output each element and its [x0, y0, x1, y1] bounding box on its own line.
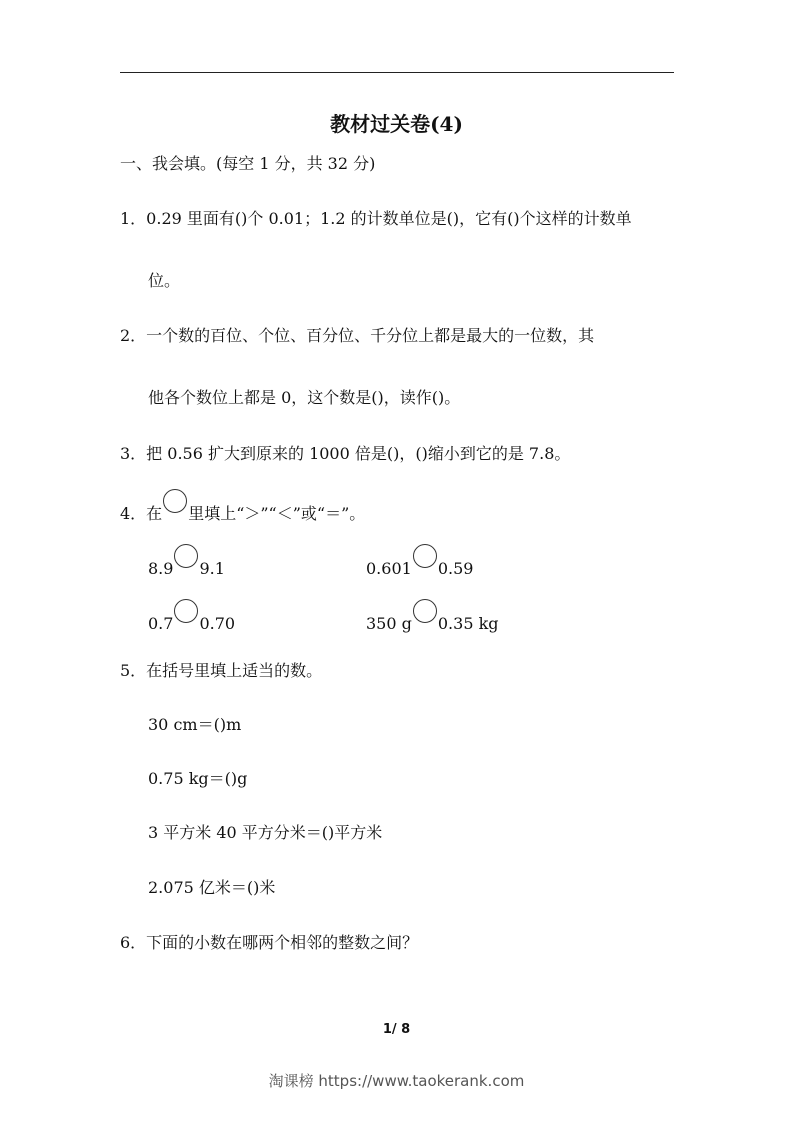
compare-left: 0.601 — [366, 559, 412, 578]
compare-right: 0.35 kg — [437, 614, 499, 633]
answer-circle-icon[interactable] — [413, 599, 437, 623]
question-1-line-1: 1．0.29 里面有()个 0.01；1.2 的计数单位是()，它有()个这样的计数单 — [120, 209, 632, 228]
question-5-line-1: 5．在括号里填上适当的数。 — [120, 661, 323, 680]
page-title: 教材过关卷(4) — [330, 112, 463, 136]
compare-right: 0.70 — [199, 614, 236, 633]
conversion-item: 0.75 kg＝()g — [148, 769, 248, 788]
compare-left: 350 g — [366, 614, 412, 633]
compare-item — [366, 552, 473, 580]
answer-circle-icon[interactable] — [413, 544, 437, 568]
answer-circle-icon[interactable] — [163, 489, 187, 513]
header-rule — [120, 72, 674, 73]
compare-left: 0.7 — [148, 614, 174, 633]
section-heading: 一、我会填。(每空 1 分，共 32 分) — [120, 154, 376, 173]
compare-item — [366, 607, 499, 635]
question-4-line-1 — [120, 497, 365, 525]
compare-right: 0.59 — [437, 559, 474, 578]
question-4-suffix: 里填上“＞”“＜”或“＝”。 — [188, 504, 366, 523]
question-4-prefix: 4．在 — [120, 504, 163, 523]
compare-right: 9.1 — [199, 559, 225, 578]
conversion-item: 30 cm＝()m — [148, 715, 242, 734]
answer-circle-icon[interactable] — [174, 599, 198, 623]
compare-left: 8.9 — [148, 559, 174, 578]
question-3-line-1: 3．把 0.56 扩大到原来的 1000 倍是()，()缩小到它的是 7.8。 — [120, 444, 571, 463]
page-number: 1/ 8 — [382, 1022, 411, 1037]
compare-item — [148, 552, 225, 580]
answer-circle-icon[interactable] — [174, 544, 198, 568]
question-2-line-1: 2．一个数的百位、个位、百分位、千分位上都是最大的一位数，其 — [120, 326, 595, 345]
site-watermark: 淘课榜 https://www.taokerank.com — [268, 1072, 525, 1090]
question-1-line-2: 位。 — [148, 271, 181, 290]
conversion-item: 3 平方米 40 平方分米＝()平方米 — [148, 823, 383, 842]
question-2-line-2: 他各个数位上都是 0，这个数是()，读作()。 — [148, 388, 461, 407]
question-6-line-1: 6．下面的小数在哪两个相邻的整数之间？ — [120, 933, 419, 952]
compare-item — [148, 607, 235, 635]
conversion-item: 2.075 亿米＝()米 — [148, 878, 276, 897]
